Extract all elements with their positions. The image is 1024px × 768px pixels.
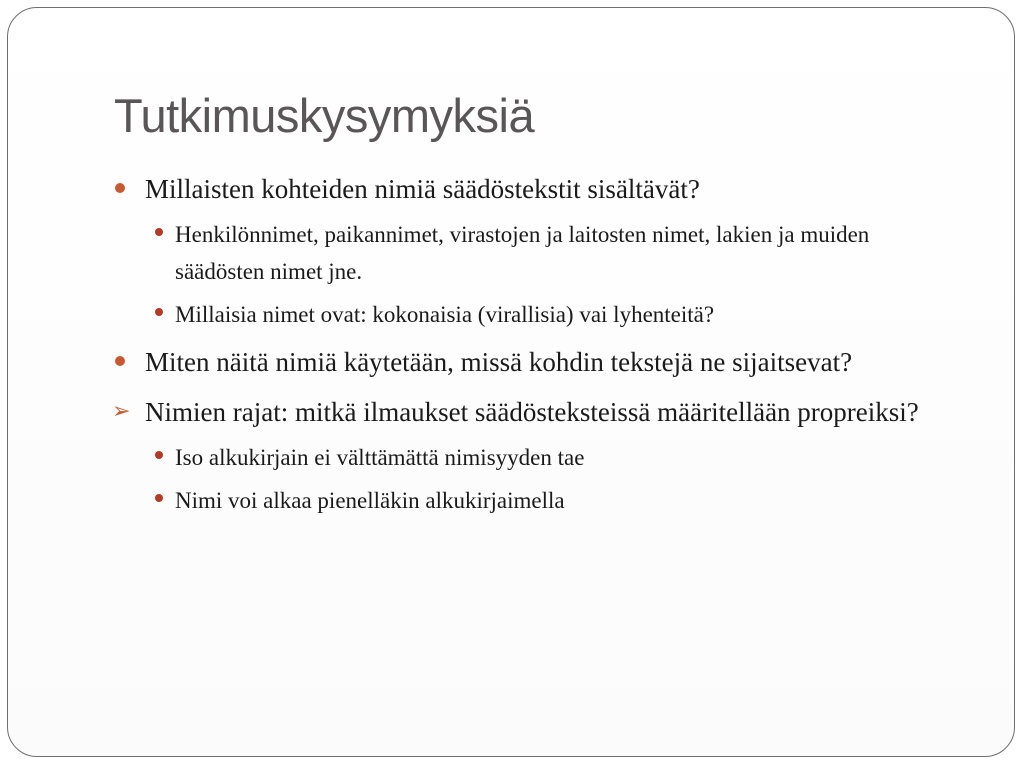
bullet-text: Miten näitä nimiä käytetään, missä kohdin tekstejä ne sijaitsevat? bbox=[145, 347, 853, 377]
sub-bullet-item bbox=[145, 482, 932, 519]
bullet-dot-icon bbox=[155, 308, 163, 316]
arrow-bullet-icon: ➢ bbox=[112, 399, 131, 424]
sub-bullet-text: Nimi voi alkaa pienelläkin alkukirjaimella bbox=[175, 488, 565, 513]
bullet-dot-icon bbox=[115, 183, 125, 193]
bullet-dot-icon bbox=[155, 451, 163, 459]
bullet-item-1 bbox=[112, 168, 932, 333]
bullet-dot-icon bbox=[115, 356, 125, 366]
bullet-dot-icon bbox=[155, 494, 163, 502]
sub-bullet-text: Iso alkukirjain ei välttämättä nimisyyden tae bbox=[175, 445, 585, 470]
slide-title: Tutkimuskysymyksiä bbox=[114, 89, 535, 142]
sub-bullet-list bbox=[145, 216, 932, 333]
bullet-text: Millaisten kohteiden nimiä säädöstekstit sisältävät? bbox=[145, 174, 700, 204]
bullet-list bbox=[112, 168, 932, 519]
bullet-dot-icon bbox=[155, 228, 163, 236]
sub-bullet-item bbox=[145, 216, 932, 290]
sub-bullet-item bbox=[145, 439, 932, 476]
sub-bullet-text: Millaisia nimet ovat: kokonaisia (virallisia) vai lyhenteitä? bbox=[175, 302, 715, 327]
sub-bullet-item bbox=[145, 296, 932, 333]
sub-bullet-text: Henkilönnimet, paikannimet, virastojen ja laitosten nimet, lakien ja muiden säädösten nimet jne. bbox=[175, 222, 870, 284]
bullet-text: Nimien rajat: mitkä ilmaukset säädösteksteissä määritellään propreiksi? bbox=[145, 397, 919, 427]
bullet-item-2 bbox=[112, 341, 932, 383]
sub-bullet-list bbox=[145, 439, 932, 519]
bullet-item-3 bbox=[112, 391, 932, 519]
